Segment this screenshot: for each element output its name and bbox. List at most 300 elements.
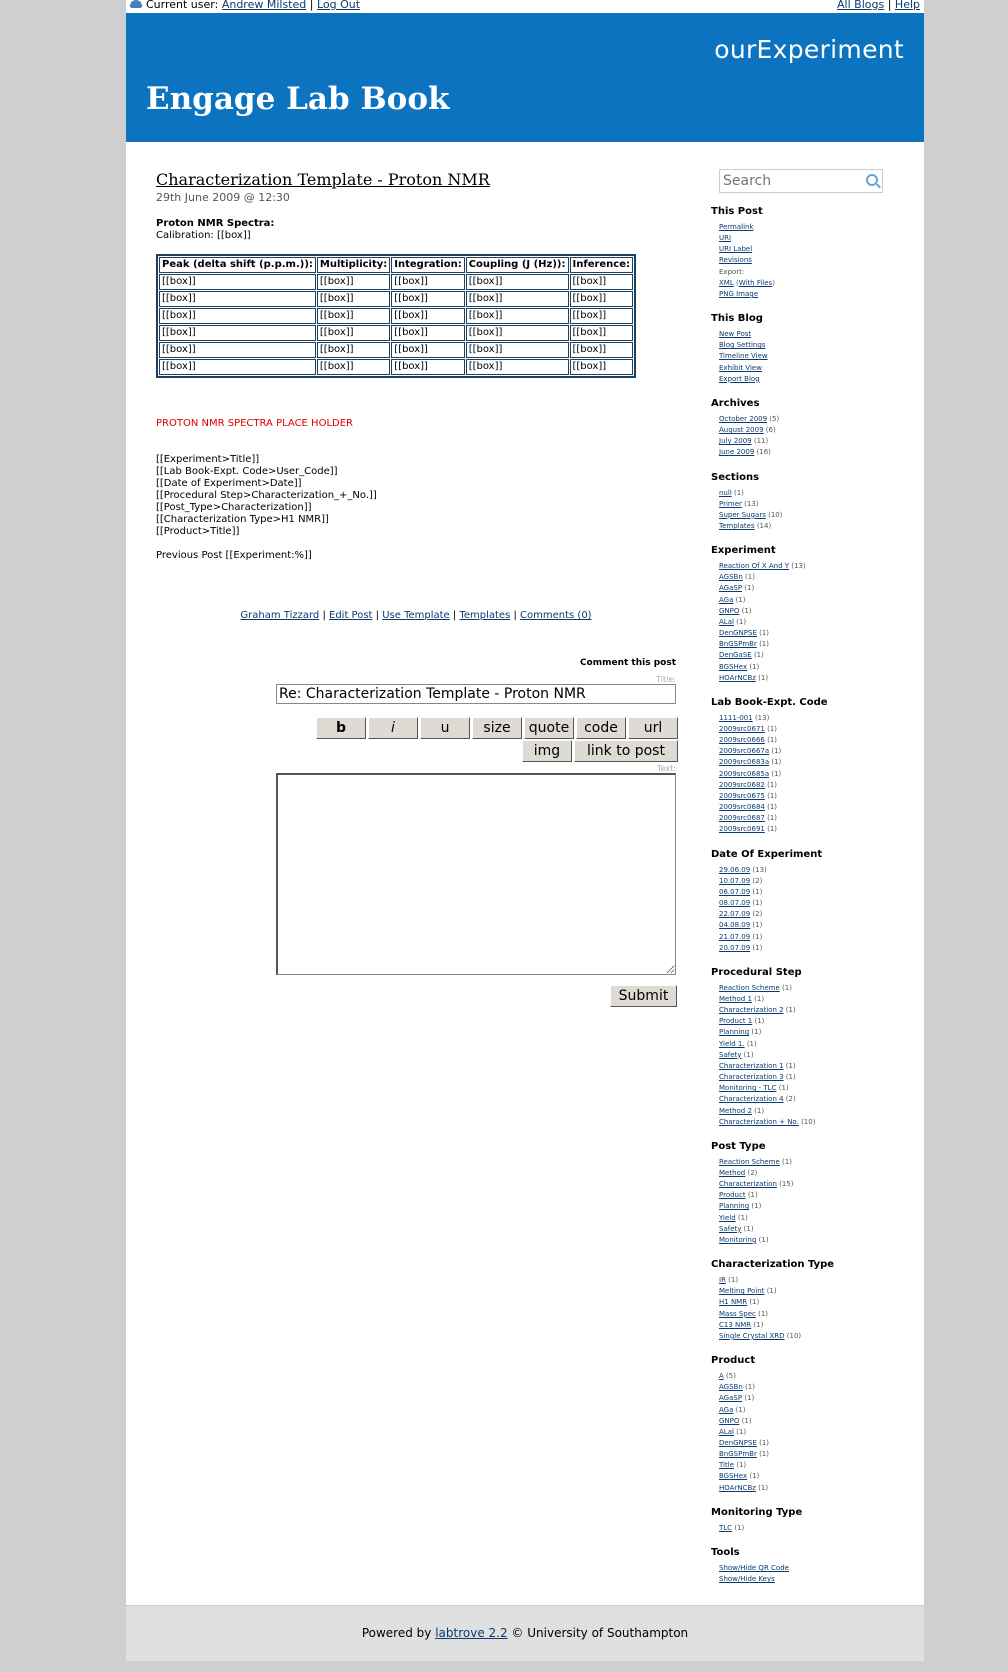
sidebar-item-link[interactable]: 2009src0666 <box>719 736 765 745</box>
table-cell: [[box]] <box>466 325 569 341</box>
sidebar-item-link[interactable]: BGSHex <box>719 662 748 671</box>
sidebar-item <box>719 1117 911 1128</box>
user-name-link[interactable]: Andrew Milsted <box>221 0 307 11</box>
table-cell: [[box]] <box>317 291 390 307</box>
sidebar-section-title: Post Type <box>711 1140 766 1152</box>
sidebar-item-link[interactable]: Templates <box>719 521 755 530</box>
sidebar-item <box>719 662 911 673</box>
sidebar-item <box>719 414 911 425</box>
sidebar-item <box>719 617 911 628</box>
table-cell: [[box]] <box>159 291 316 307</box>
sidebar-item-count: (1) <box>753 651 764 660</box>
sidebar-item <box>719 351 911 362</box>
sidebar-item-count: (1) <box>785 1061 796 1070</box>
sidebar-item-count: (1) <box>752 887 763 896</box>
quote-button[interactable]: quote <box>524 717 574 739</box>
sidebar-item-count: (1) <box>759 629 770 638</box>
sidebar-list <box>711 1371 911 1494</box>
sidebar-section <box>711 1507 911 1534</box>
sidebar-item <box>719 769 911 780</box>
sidebar-list <box>711 1523 911 1534</box>
sidebar-item-count: (1) <box>744 584 755 593</box>
sidebar-item-link[interactable]: Characterization 1 <box>719 1061 784 1070</box>
table-cell: [[box]] <box>466 359 569 375</box>
table-header-cell: Multiplicity: <box>317 257 390 273</box>
sidebar-item-count: (1) <box>745 573 755 582</box>
top-bar <box>126 0 924 13</box>
sidebar-item <box>719 1297 911 1308</box>
table-cell: [[box]] <box>159 325 316 341</box>
comment-text-area[interactable] <box>276 773 676 975</box>
sidebar-item-count: (2) <box>747 1169 758 1177</box>
table-header-cell: Coupling (J (Hz)): <box>466 257 569 273</box>
table-cell: [[box]] <box>466 308 569 324</box>
sidebar-item-count: (1) <box>751 1028 762 1037</box>
sidebar-section <box>711 1355 911 1494</box>
table-cell: [[box]] <box>570 291 634 307</box>
sidebar-item-count: (15) <box>779 1180 794 1189</box>
post-body <box>156 218 676 562</box>
sidebar-item <box>719 1460 911 1471</box>
table-header-cell: Integration: <box>391 257 464 273</box>
sidebar-list <box>711 222 911 300</box>
sidebar-item-count: (5) <box>769 414 780 423</box>
meta-line: [[Post_Type>Characterization]] <box>156 502 312 513</box>
table-cell: [[box]] <box>317 325 390 341</box>
sidebar-item-count: (13) <box>752 865 767 874</box>
sidebar-item <box>719 1083 911 1094</box>
table-cell: [[box]] <box>317 342 390 358</box>
sidebar-item-link[interactable]: Primer <box>719 499 742 508</box>
sidebar-list <box>711 1563 911 1585</box>
sidebar-item <box>719 628 911 639</box>
sidebar-item-link[interactable]: 1111-001 <box>719 713 753 722</box>
sidebar-item-count: (13) <box>754 713 770 722</box>
sidebar-section <box>711 849 911 954</box>
user-info <box>130 0 360 9</box>
sidebar-item-count: (1) <box>736 1427 747 1436</box>
sidebar-item <box>719 222 911 233</box>
sidebar-item-count: (5) <box>726 1372 736 1381</box>
sidebar-item-link[interactable]: 06.07.09 <box>719 887 751 896</box>
sidebar-item-link[interactable]: AGSBn <box>719 1383 743 1392</box>
use-template-link[interactable]: Use Template <box>382 610 450 621</box>
sidebar-item-link[interactable]: BnGSPmBr <box>719 1450 757 1459</box>
sidebar-section-title: Sections <box>711 471 760 483</box>
table-cell: [[box]] <box>466 274 569 290</box>
table-header-row <box>159 257 633 273</box>
sidebar-item-link[interactable]: 10.07.09 <box>719 876 751 885</box>
sidebar-item-count: (1) <box>749 662 760 671</box>
sidebar-item-count: (1) <box>778 1084 789 1093</box>
sidebar-list <box>711 414 911 459</box>
sidebar-item <box>719 1106 911 1117</box>
sidebar-item <box>719 329 911 340</box>
sidebar-item-count: (1) <box>758 673 769 682</box>
sidebar-item-link[interactable]: C13 NMR <box>719 1320 752 1329</box>
sidebar-item <box>719 1213 911 1224</box>
sidebar-list <box>711 329 911 385</box>
meta-line: [[Date of Experiment>Date]] <box>156 478 302 489</box>
sidebar-item-count: (1) <box>751 1202 762 1211</box>
sidebar-item-link[interactable]: PNG Image <box>719 289 759 298</box>
sidebar-item-link[interactable]: Revisions <box>719 256 752 265</box>
sidebar-item-count: (1) <box>744 1394 755 1403</box>
sidebar-item <box>719 1286 911 1297</box>
sidebar-item <box>719 340 911 351</box>
sidebar-item-link[interactable]: 21.07.09 <box>719 932 751 941</box>
sidebar-item <box>719 1574 911 1585</box>
edit-post-link[interactable]: Edit Post <box>329 610 373 621</box>
sidebar-item-count: (1) <box>759 1450 769 1459</box>
sidebar-item <box>719 1427 911 1438</box>
sidebar-item-link[interactable]: Method 2 <box>719 1106 752 1115</box>
sidebar-item <box>719 865 911 876</box>
sidebar-item-link[interactable]: 2009src0683a <box>719 758 770 767</box>
comment-title-input[interactable] <box>276 684 676 704</box>
sidebar-item-count: (1) <box>752 921 763 930</box>
meta-line: [[Lab Book-Expt. Code>User_Code]] <box>156 466 338 477</box>
sidebar-item-link[interactable]: AGaSP <box>719 584 743 593</box>
sidebar-item <box>719 713 911 724</box>
sidebar-item-link[interactable]: H1 NMR <box>719 1298 748 1307</box>
logout-link[interactable]: Log Out <box>316 0 361 11</box>
sidebar-item-link[interactable]: Safety <box>719 1224 742 1233</box>
sidebar-section <box>711 472 911 533</box>
sidebar-item-count: (1) <box>736 617 747 626</box>
sidebar-item-count: (1) <box>737 1213 748 1222</box>
sidebar-item <box>719 791 911 802</box>
meta-lines <box>156 454 676 538</box>
sidebar-item-count: (2) <box>752 876 763 885</box>
sidebar-item <box>719 1382 911 1393</box>
sidebar-item <box>719 436 911 447</box>
sidebar-item-link[interactable]: 20.07.09 <box>719 943 751 952</box>
table-row <box>159 308 633 324</box>
sidebar-item <box>719 1449 911 1460</box>
sidebar-item-link[interactable]: 08.07.09 <box>719 899 751 908</box>
sidebar-item-count: (1) <box>752 899 763 908</box>
sidebar-item-count: (1) <box>745 1383 755 1392</box>
sidebar-item-count: (1) <box>741 1416 752 1425</box>
link-to-post-button[interactable]: link to post <box>574 740 678 762</box>
sidebar-item-link[interactable]: Characterization + No. <box>719 1117 799 1126</box>
meta-line: [[Procedural Step>Characterization_+_No.]] <box>156 490 377 501</box>
sidebar-item-link[interactable]: Title <box>719 1461 735 1470</box>
sidebar-item-count: (1) <box>747 1191 758 1200</box>
sidebar-item <box>719 898 911 909</box>
sidebar-item-count: (1) <box>736 1461 747 1470</box>
sidebar-item-link[interactable]: 2009src0667a <box>719 747 770 756</box>
sidebar-item-link[interactable]: Exhibit View <box>719 363 762 372</box>
sidebar-item <box>719 1094 911 1105</box>
sidebar-section-title: Experiment <box>711 545 776 557</box>
sidebar-item-link[interactable]: HOArNCBz <box>719 673 756 682</box>
sidebar-sections <box>711 206 911 1585</box>
sidebar-item-link[interactable]: 2009src0682 <box>719 780 765 789</box>
sidebar-item <box>719 1179 911 1190</box>
sidebar-item-count: (1) <box>758 1309 769 1318</box>
code-button[interactable]: code <box>576 717 626 739</box>
sidebar-section <box>711 1141 911 1246</box>
sidebar-item <box>719 1416 911 1427</box>
sidebar-section-title: Characterization Type <box>711 1259 835 1271</box>
separator: | <box>887 0 892 11</box>
sidebar-item <box>719 572 911 583</box>
sidebar-item-count: (1) <box>771 769 782 778</box>
sidebar-item <box>719 1393 911 1404</box>
sidebar-item-link[interactable]: July 2009 <box>719 437 752 446</box>
sidebar-item-link[interactable]: 2009src0691 <box>719 825 765 834</box>
sidebar-item-link[interactable]: GNPO <box>719 606 740 615</box>
author-link[interactable]: Graham Tizzard <box>240 610 320 621</box>
sidebar-item-link[interactable]: October 2009 <box>719 414 768 423</box>
sidebar-item-link[interactable]: Reaction Scheme <box>719 983 780 992</box>
sidebar-item-count: (1) <box>749 1298 760 1307</box>
sidebar-item-text: Export: <box>719 267 745 276</box>
sidebar-item-link[interactable]: Safety <box>719 1050 742 1059</box>
post-date: 29th June 2009 @ 12:30 <box>156 191 290 204</box>
sidebar-item <box>719 1235 911 1246</box>
help-link[interactable]: Help <box>894 0 920 11</box>
sidebar-item-link[interactable]: DenGNPSE <box>719 629 757 638</box>
sidebar-item <box>719 994 911 1005</box>
sidebar-item <box>719 1331 911 1342</box>
footer <box>126 1606 924 1661</box>
sidebar-item-link[interactable]: 2009src0685a <box>719 769 770 778</box>
sidebar-item-link[interactable]: Permalink <box>719 223 754 231</box>
comment-form-label: Comment this post <box>579 658 676 668</box>
table-cell: [[box]] <box>570 308 634 324</box>
sidebar-item-count: (1) <box>758 1235 769 1244</box>
table-cell: [[box]] <box>159 359 316 375</box>
sidebar-item-link[interactable]: Reaction Of X And Y <box>719 562 790 571</box>
sidebar-item <box>719 1483 911 1494</box>
sidebar-item-link[interactable]: IR <box>719 1276 726 1285</box>
sidebar-item <box>719 447 911 458</box>
sidebar-item-link[interactable]: New Post <box>719 330 752 339</box>
sidebar-item-link[interactable]: Export Blog <box>719 374 760 383</box>
sidebar-item <box>719 943 911 954</box>
sidebar-item <box>719 1050 911 1061</box>
sidebar-item <box>719 650 911 661</box>
post-title[interactable]: Characterization Template - Proton NMR <box>156 170 490 189</box>
sidebar-item <box>719 1371 911 1382</box>
sidebar-item-count: (1) <box>735 1405 746 1414</box>
footer-suffix: © University of Southampton <box>507 1626 689 1640</box>
img-button[interactable]: img <box>522 740 572 762</box>
sidebar-item-link[interactable]: Characterization 4 <box>719 1095 784 1104</box>
sidebar-item-link[interactable]: 2009src0684 <box>719 803 765 812</box>
table-cell: [[box]] <box>570 342 634 358</box>
sidebar-item-link[interactable]: TLC <box>719 1523 733 1532</box>
sidebar-item-link[interactable]: 2009src0675 <box>719 791 765 800</box>
sidebar-item <box>719 363 911 374</box>
sidebar-item-count: (1) <box>758 1483 769 1492</box>
sidebar-item-count: (1) <box>728 1276 739 1285</box>
sidebar-item-link[interactable]: Timeline View <box>719 352 768 361</box>
sidebar-item-link[interactable]: BnGSPmBr <box>719 640 757 649</box>
sidebar-item-link[interactable]: GNPO <box>719 1416 740 1425</box>
spectra-placeholder: PROTON NMR SPECTRA PLACE HOLDER <box>156 418 353 429</box>
sidebar-item-link[interactable]: URI <box>719 234 732 243</box>
sidebar-item-link[interactable]: Mass Spec <box>719 1309 756 1318</box>
sidebar-item-link[interactable]: Show/Hide QR Code <box>719 1563 789 1572</box>
sidebar-item <box>719 1523 911 1534</box>
sidebar-item-extra-prefix: ( <box>733 278 739 287</box>
sidebar-item-link[interactable]: Blog Settings <box>719 341 766 350</box>
sidebar-item-link[interactable]: Planning <box>719 1202 750 1211</box>
labtrove-link[interactable]: labtrove 2.2 <box>435 1626 508 1640</box>
table-cell: [[box]] <box>391 342 464 358</box>
sidebar-item <box>719 757 911 768</box>
sidebar-item-link[interactable]: Product <box>719 1191 746 1200</box>
sidebar-item <box>719 1190 911 1201</box>
sidebar-item-link[interactable]: URI Label <box>719 245 753 254</box>
table-cell: [[box]] <box>159 274 316 290</box>
sidebar-item-link[interactable]: Monitoring <box>719 1235 757 1244</box>
sidebar-item-link[interactable]: Show/Hide Keys <box>719 1575 775 1584</box>
sidebar-section-title: Tools <box>711 1546 740 1558</box>
sidebar-item-link[interactable]: Super Sugars <box>719 510 766 519</box>
sidebar-item-link[interactable]: Yield <box>719 1213 736 1222</box>
sidebar-item <box>719 813 911 824</box>
url-button[interactable]: url <box>628 717 678 739</box>
sidebar-item <box>719 1320 911 1331</box>
sidebar-item-count: (10) <box>801 1117 816 1126</box>
sidebar-item-count: (1) <box>767 825 778 834</box>
sidebar-list <box>711 865 911 954</box>
sidebar-item <box>719 278 911 289</box>
search-icon[interactable] <box>866 174 878 186</box>
sidebar-item <box>719 374 911 385</box>
all-blogs-link[interactable]: All Blogs <box>837 0 885 11</box>
sidebar-item-count: (1) <box>743 1224 754 1233</box>
sidebar-item-count: (1) <box>785 1006 796 1015</box>
sidebar-item-link[interactable]: Characterization <box>719 1180 777 1189</box>
bold-button[interactable]: b <box>316 717 366 739</box>
sidebar-item-link[interactable]: August 2009 <box>719 426 764 435</box>
sidebar-item <box>719 735 911 746</box>
sidebar-item-link[interactable]: Product 1 <box>719 1017 753 1026</box>
sidebar-item-link[interactable]: XML <box>719 278 734 287</box>
sidebar-item-link[interactable]: Planning <box>719 1028 750 1037</box>
sidebar-item <box>719 1072 911 1083</box>
sidebar-list <box>711 1157 911 1246</box>
sidebar-list <box>711 1275 911 1342</box>
sidebar-item-link[interactable]: DenGNPSE <box>719 1438 757 1447</box>
underline-button[interactable]: u <box>420 717 470 739</box>
sidebar-item <box>719 1157 911 1168</box>
sidebar-item-count: (13) <box>791 562 806 571</box>
sidebar-item-link[interactable]: 29.06.09 <box>719 865 751 874</box>
templates-link[interactable]: Templates <box>459 610 511 621</box>
brand-logo[interactable]: ourExperiment <box>714 35 904 64</box>
sidebar-item-link[interactable]: Method 1 <box>719 994 752 1003</box>
sidebar-section-title: Date Of Experiment <box>711 848 823 860</box>
sidebar-item-count: (1) <box>767 725 778 733</box>
sidebar-item-link[interactable]: AGa <box>719 595 734 604</box>
sidebar-item-count: (1) <box>752 932 763 941</box>
sidebar-item <box>719 499 911 510</box>
sidebar-item-link[interactable]: Yield 1. <box>719 1039 745 1048</box>
text-field-label: Text: <box>657 764 676 773</box>
sidebar-item-count: (13) <box>744 499 759 508</box>
size-button[interactable]: size <box>472 717 522 739</box>
sidebar-item-link[interactable]: Monitoring - TLC <box>719 1084 777 1093</box>
sidebar-item-link[interactable]: 22.07.09 <box>719 910 751 919</box>
sidebar-item-link[interactable]: AGaSP <box>719 1394 743 1403</box>
sidebar-item-link[interactable]: DenGaSE <box>719 651 752 660</box>
submit-button[interactable]: Submit <box>610 985 677 1007</box>
search-input[interactable] <box>723 171 853 191</box>
sidebar-item-link[interactable]: 04.08.09 <box>719 921 751 930</box>
table-cell: [[box]] <box>570 359 634 375</box>
sidebar-list <box>711 983 911 1128</box>
sidebar-item-link[interactable]: Characterization 3 <box>719 1073 784 1082</box>
comments-link[interactable]: Comments (0) <box>520 610 592 621</box>
sidebar-item <box>719 724 911 735</box>
sidebar-item-link[interactable]: AGa <box>719 1405 734 1414</box>
table-header-cell: Peak (delta shift (p.p.m.)): <box>159 257 316 273</box>
sidebar-item-link[interactable]: BGSHex <box>719 1472 748 1481</box>
table-cell: [[box]] <box>391 359 464 375</box>
sidebar-item-link[interactable]: Melting Point <box>719 1287 765 1296</box>
sidebar-item-link[interactable]: ALal <box>719 617 734 626</box>
sidebar-item-link[interactable]: ALal <box>719 1427 734 1436</box>
table-row <box>159 342 633 358</box>
sidebar-item <box>719 521 911 532</box>
sidebar-item-link[interactable]: Method <box>719 1169 746 1177</box>
sidebar-item-link[interactable]: A <box>719 1372 724 1381</box>
title-field-label: Title: <box>656 675 676 684</box>
sidebar-item-link[interactable]: HOArNCBz <box>719 1483 756 1492</box>
table-row <box>159 274 633 290</box>
table-cell: [[box]] <box>391 308 464 324</box>
previous-post: Previous Post [[Experiment:%]] <box>156 550 312 561</box>
sidebar-item-link[interactable]: 2009src0671 <box>719 725 765 733</box>
table-cell: [[box]] <box>159 342 316 358</box>
sidebar-item-link[interactable]: AGSBn <box>719 573 743 582</box>
sidebar-item-link[interactable]: Single Crystal XRD <box>719 1331 785 1340</box>
sidebar-section-title: Procedural Step <box>711 966 802 978</box>
separator: | <box>309 0 314 11</box>
meta-line: [[Characterization Type>H1 NMR]] <box>156 514 329 525</box>
sidebar-item-extra-link[interactable]: With Files <box>738 278 773 287</box>
blog-title[interactable]: Engage Lab Book <box>146 81 450 117</box>
sidebar-item-link[interactable]: June 2009 <box>719 448 755 457</box>
sidebar-item-link[interactable]: Reaction Scheme <box>719 1157 780 1166</box>
sidebar-item-count: (1) <box>752 943 763 952</box>
spectra-label: Proton NMR Spectra: <box>156 218 275 229</box>
table-cell: [[box]] <box>570 325 634 341</box>
sidebar-item <box>719 1201 911 1212</box>
table-row <box>159 291 633 307</box>
sidebar-item <box>719 1039 911 1050</box>
sidebar-item <box>719 1005 911 1016</box>
sidebar-item-count: (1) <box>741 606 752 615</box>
sidebar-item-link[interactable]: Characterization 2 <box>719 1006 784 1015</box>
sidebar-section-title: Monitoring Type <box>711 1506 803 1518</box>
italic-button[interactable]: i <box>368 717 418 739</box>
sidebar-item-link[interactable]: null <box>719 488 732 497</box>
main-panel <box>126 142 924 1605</box>
sidebar-item <box>719 1405 911 1416</box>
sidebar-item <box>719 932 911 943</box>
sidebar-item-link[interactable]: 2009src0687 <box>719 814 765 823</box>
sidebar-item <box>719 255 911 266</box>
user-icon <box>130 0 142 8</box>
